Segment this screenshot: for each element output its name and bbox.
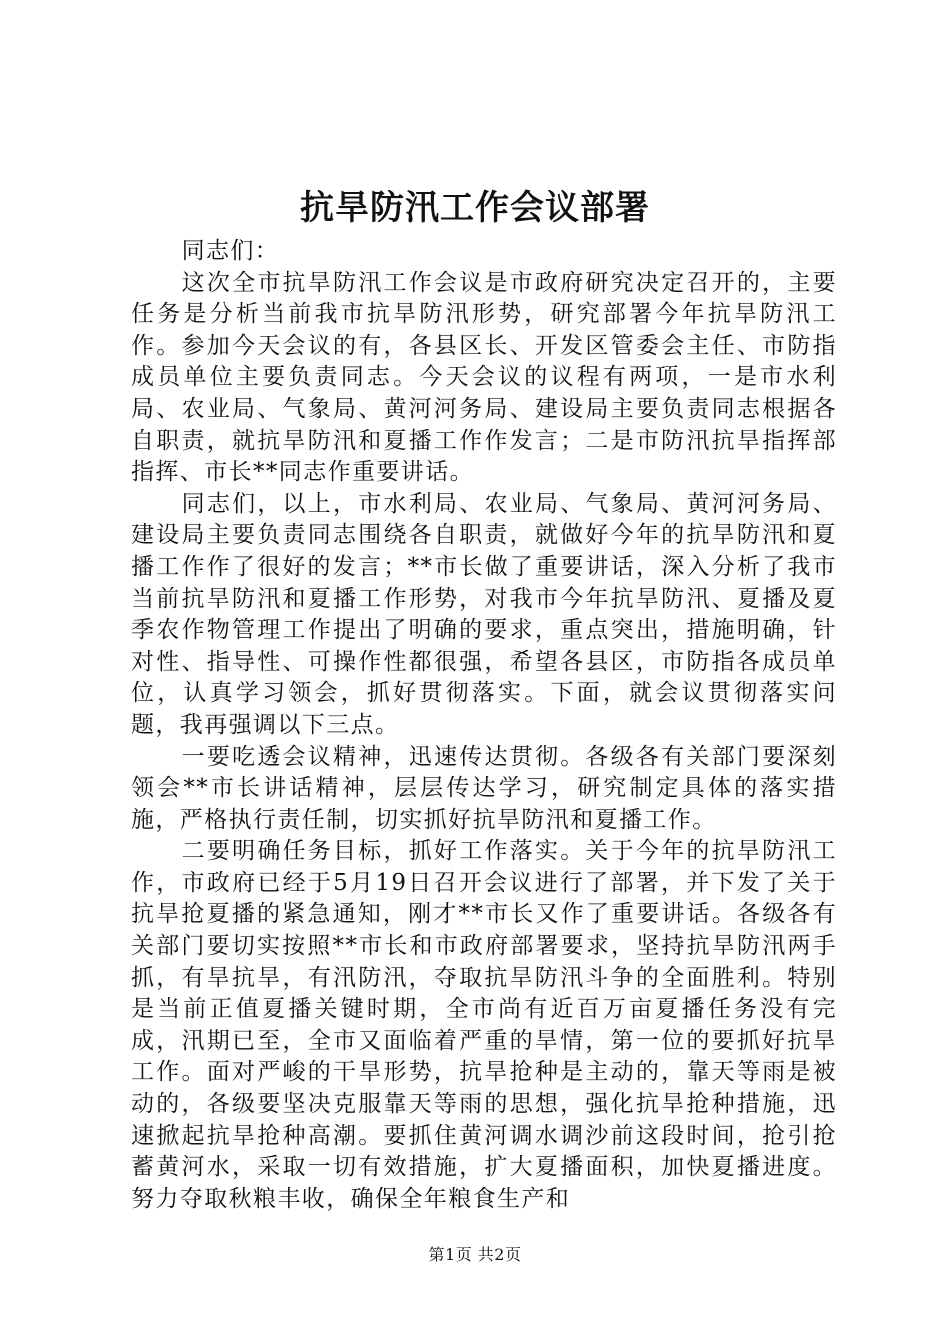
paragraph-2: 同志们，以上，市水利局、农业局、气象局、黄河河务局、建设局主要负责同志围绕各自职责，就做好今年的抗旱防汛和夏播工作作了很好的发言；**市长做了重要讲话，深入分析了我市当前抗旱防汛和夏播工作形势，对我市今年抗旱防汛、夏播及夏季农作物管理工作提出了明确的要求，重点突出，措施明确，针对性、指导性、可操作性都很强，希望各县区，市防指各成员单位，认真学习领会，抓好贯彻落实。下面，就会议贯彻落实问题，我再强调以下三点。 [131, 490, 837, 738]
paragraph-1: 这次全市抗旱防汛工作会议是市政府研究决定召开的，主要任务是分析当前我市抗旱防汛形势，研究部署今年抗旱防汛工作。参加今天会议的有，各县区长、开发区管委会主任、市防指成员单位主要负责同志。今天会议的议程有两项，一是市水利局、农业局、气象局、黄河河务局、建设局主要负责同志根据各自职责，就抗旱防汛和夏播工作作发言；二是市防汛抗旱指挥部指挥、市长**同志作重要讲话。 [131, 269, 837, 486]
document-title: 抗旱防汛工作会议部署 [300, 188, 650, 228]
paragraph-3: 一要吃透会议精神，迅速传达贯彻。各级各有关部门要深刻领会**市长讲话精神，层层传达学习，研究制定具体的落实措施，严格执行责任制，切实抓好抗旱防汛和夏播工作。 [131, 743, 837, 833]
document-body [131, 236, 837, 1215]
greeting: 同志们： [181, 238, 280, 264]
page-footer: 第1页 共2页 [428, 1245, 522, 1264]
paragraph-4: 二要明确任务目标，抓好工作落实。关于今年的抗旱防汛工作，市政府已经于5月19日召开会议进行了部署，并下发了关于抗旱抢夏播的紧急通知，刚才**市长又作了重要讲话。各级各有关部门要切实按照**市长和市政府部署要求，坚持抗旱防汛两手抓，有旱抗旱，有汛防汛，夺取抗旱防汛斗争的全面胜利。特别是当前正值夏播关键时期，全市尚有近百万亩夏播任务没有完成，汛期已至，全市又面临着严重的旱情，第一位的要抓好抗旱工作。面对严峻的干旱形势，抗旱抢种是主动的，靠天等雨是被动的，各级要坚决克服靠天等雨的思想，强化抗旱抢种措施，迅速掀起抗旱抢种高潮。要抓住黄河调水调沙前这段时间，抢引抢蓄黄河水，采取一切有效措施，扩大夏播面积，加快夏播进度。努力夺取秋粮丰收，确保全年粮食生产和 [131, 838, 837, 1212]
